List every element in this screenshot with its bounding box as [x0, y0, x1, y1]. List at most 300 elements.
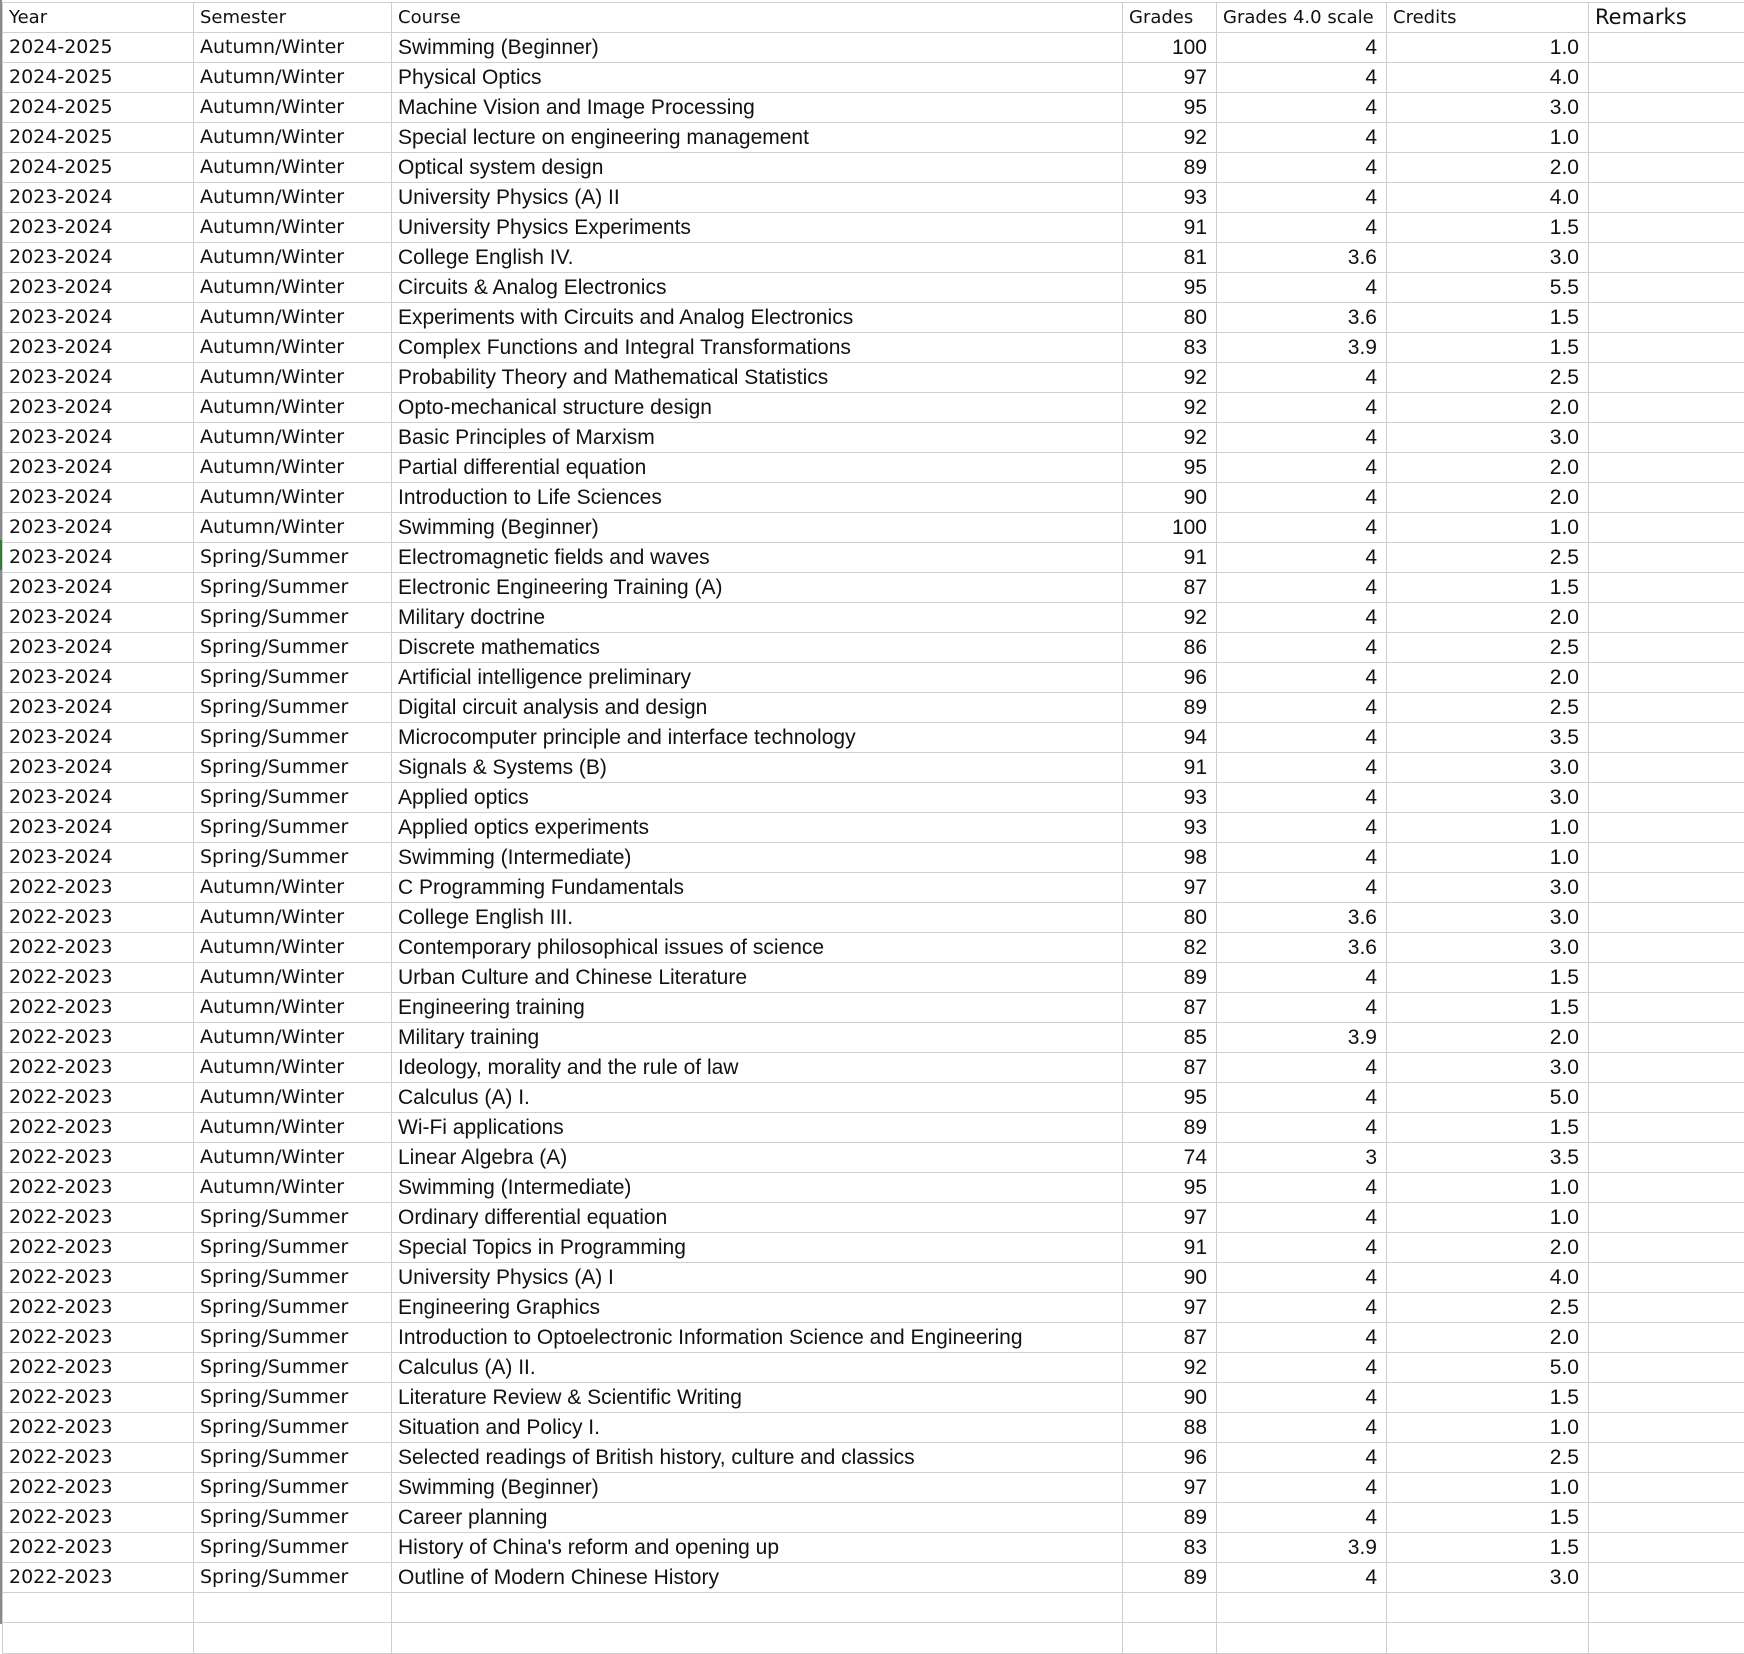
- cell-semester[interactable]: Spring/Summer: [194, 1533, 392, 1563]
- cell-credits[interactable]: 2.0: [1387, 453, 1589, 483]
- cell-year[interactable]: 2023-2024: [3, 183, 194, 213]
- cell-remarks[interactable]: [1589, 993, 1744, 1023]
- cell-course[interactable]: Signals & Systems (B): [392, 753, 1123, 783]
- cell-semester[interactable]: Autumn/Winter: [194, 243, 392, 273]
- cell-year[interactable]: 2023-2024: [3, 753, 194, 783]
- cell-grade-4-scale[interactable]: 3: [1217, 1143, 1387, 1173]
- cell-semester[interactable]: Autumn/Winter: [194, 273, 392, 303]
- cell-semester[interactable]: Spring/Summer: [194, 813, 392, 843]
- cell-course[interactable]: Experiments with Circuits and Analog Electronics: [392, 303, 1123, 333]
- cell-semester[interactable]: Autumn/Winter: [194, 153, 392, 183]
- cell-semester[interactable]: Spring/Summer: [194, 1473, 392, 1503]
- cell-semester[interactable]: Spring/Summer: [194, 1323, 392, 1353]
- empty-cell[interactable]: [3, 1593, 194, 1623]
- cell-year[interactable]: 2022-2023: [3, 1293, 194, 1323]
- cell-semester[interactable]: Autumn/Winter: [194, 363, 392, 393]
- cell-remarks[interactable]: [1589, 1503, 1744, 1533]
- cell-grade[interactable]: 95: [1123, 453, 1217, 483]
- cell-remarks[interactable]: [1589, 363, 1744, 393]
- cell-grade-4-scale[interactable]: 4: [1217, 213, 1387, 243]
- cell-semester[interactable]: Autumn/Winter: [194, 33, 392, 63]
- empty-cell[interactable]: [194, 1593, 392, 1623]
- cell-remarks[interactable]: [1589, 903, 1744, 933]
- cell-year[interactable]: 2024-2025: [3, 153, 194, 183]
- cell-grade[interactable]: 100: [1123, 33, 1217, 63]
- cell-credits[interactable]: 3.0: [1387, 423, 1589, 453]
- cell-credits[interactable]: 2.0: [1387, 483, 1589, 513]
- cell-year[interactable]: 2024-2025: [3, 93, 194, 123]
- cell-grade-4-scale[interactable]: 4: [1217, 93, 1387, 123]
- cell-year[interactable]: 2022-2023: [3, 1233, 194, 1263]
- cell-grade[interactable]: 87: [1123, 573, 1217, 603]
- cell-grade[interactable]: 96: [1123, 1443, 1217, 1473]
- cell-grade-4-scale[interactable]: 4: [1217, 1413, 1387, 1443]
- cell-grade[interactable]: 88: [1123, 1413, 1217, 1443]
- cell-remarks[interactable]: [1589, 513, 1744, 543]
- cell-semester[interactable]: Spring/Summer: [194, 843, 392, 873]
- cell-grade[interactable]: 89: [1123, 153, 1217, 183]
- cell-grade[interactable]: 92: [1123, 123, 1217, 153]
- header-credits[interactable]: Credits: [1387, 3, 1589, 33]
- cell-grade[interactable]: 91: [1123, 213, 1217, 243]
- cell-grade-4-scale[interactable]: 4: [1217, 483, 1387, 513]
- cell-course[interactable]: Probability Theory and Mathematical Statistics: [392, 363, 1123, 393]
- cell-course[interactable]: Electronic Engineering Training (A): [392, 573, 1123, 603]
- cell-grade-4-scale[interactable]: 4: [1217, 693, 1387, 723]
- cell-year[interactable]: 2022-2023: [3, 1383, 194, 1413]
- cell-grade-4-scale[interactable]: 4: [1217, 1383, 1387, 1413]
- cell-remarks[interactable]: [1589, 393, 1744, 423]
- cell-grade-4-scale[interactable]: 4: [1217, 1263, 1387, 1293]
- cell-credits[interactable]: 5.0: [1387, 1083, 1589, 1113]
- cell-grade-4-scale[interactable]: 3.9: [1217, 1023, 1387, 1053]
- cell-remarks[interactable]: [1589, 1083, 1744, 1113]
- cell-year[interactable]: 2024-2025: [3, 33, 194, 63]
- cell-course[interactable]: Engineering training: [392, 993, 1123, 1023]
- cell-remarks[interactable]: [1589, 63, 1744, 93]
- cell-year[interactable]: 2022-2023: [3, 1533, 194, 1563]
- cell-year[interactable]: 2022-2023: [3, 1143, 194, 1173]
- cell-credits[interactable]: 3.0: [1387, 753, 1589, 783]
- cell-year[interactable]: 2024-2025: [3, 123, 194, 153]
- cell-remarks[interactable]: [1589, 123, 1744, 153]
- cell-grade-4-scale[interactable]: 4: [1217, 723, 1387, 753]
- cell-semester[interactable]: Autumn/Winter: [194, 1143, 392, 1173]
- cell-grade[interactable]: 87: [1123, 1053, 1217, 1083]
- cell-grade[interactable]: 100: [1123, 513, 1217, 543]
- cell-remarks[interactable]: [1589, 483, 1744, 513]
- cell-credits[interactable]: 2.5: [1387, 1443, 1589, 1473]
- cell-grade-4-scale[interactable]: 3.6: [1217, 933, 1387, 963]
- cell-semester[interactable]: Spring/Summer: [194, 573, 392, 603]
- cell-semester[interactable]: Autumn/Winter: [194, 1113, 392, 1143]
- cell-remarks[interactable]: [1589, 1383, 1744, 1413]
- cell-grade-4-scale[interactable]: 4: [1217, 963, 1387, 993]
- cell-grade-4-scale[interactable]: 4: [1217, 153, 1387, 183]
- cell-credits[interactable]: 3.0: [1387, 1563, 1589, 1593]
- cell-remarks[interactable]: [1589, 603, 1744, 633]
- cell-credits[interactable]: 1.5: [1387, 963, 1589, 993]
- cell-year[interactable]: 2022-2023: [3, 1113, 194, 1143]
- header-remarks[interactable]: Remarks: [1589, 3, 1744, 33]
- cell-remarks[interactable]: [1589, 1233, 1744, 1263]
- cell-grade-4-scale[interactable]: 4: [1217, 1503, 1387, 1533]
- cell-course[interactable]: Electromagnetic fields and waves: [392, 543, 1123, 573]
- cell-remarks[interactable]: [1589, 303, 1744, 333]
- cell-year[interactable]: 2023-2024: [3, 813, 194, 843]
- cell-course[interactable]: History of China's reform and opening up: [392, 1533, 1123, 1563]
- cell-year[interactable]: 2022-2023: [3, 1023, 194, 1053]
- cell-grade[interactable]: 97: [1123, 63, 1217, 93]
- cell-grade[interactable]: 92: [1123, 603, 1217, 633]
- cell-grade[interactable]: 89: [1123, 1563, 1217, 1593]
- cell-remarks[interactable]: [1589, 453, 1744, 483]
- cell-credits[interactable]: 2.0: [1387, 1233, 1589, 1263]
- cell-credits[interactable]: 1.0: [1387, 1203, 1589, 1233]
- cell-credits[interactable]: 1.0: [1387, 513, 1589, 543]
- cell-year[interactable]: 2023-2024: [3, 243, 194, 273]
- cell-remarks[interactable]: [1589, 1533, 1744, 1563]
- cell-credits[interactable]: 2.5: [1387, 363, 1589, 393]
- cell-grade[interactable]: 80: [1123, 303, 1217, 333]
- empty-cell[interactable]: [194, 1623, 392, 1654]
- cell-year[interactable]: 2022-2023: [3, 1173, 194, 1203]
- cell-grade[interactable]: 87: [1123, 993, 1217, 1023]
- cell-year[interactable]: 2022-2023: [3, 873, 194, 903]
- cell-semester[interactable]: Spring/Summer: [194, 1203, 392, 1233]
- cell-grade-4-scale[interactable]: 4: [1217, 1443, 1387, 1473]
- cell-grade-4-scale[interactable]: 4: [1217, 183, 1387, 213]
- cell-year[interactable]: 2023-2024: [3, 783, 194, 813]
- cell-remarks[interactable]: [1589, 633, 1744, 663]
- cell-grade[interactable]: 82: [1123, 933, 1217, 963]
- cell-semester[interactable]: Spring/Summer: [194, 633, 392, 663]
- cell-semester[interactable]: Autumn/Winter: [194, 213, 392, 243]
- cell-semester[interactable]: Spring/Summer: [194, 723, 392, 753]
- cell-semester[interactable]: Spring/Summer: [194, 753, 392, 783]
- cell-credits[interactable]: 3.5: [1387, 1143, 1589, 1173]
- cell-credits[interactable]: 1.0: [1387, 813, 1589, 843]
- cell-grade[interactable]: 92: [1123, 363, 1217, 393]
- cell-year[interactable]: 2022-2023: [3, 1053, 194, 1083]
- cell-credits[interactable]: 2.5: [1387, 543, 1589, 573]
- empty-cell[interactable]: [1589, 1593, 1744, 1623]
- cell-credits[interactable]: 1.0: [1387, 123, 1589, 153]
- cell-course[interactable]: Optical system design: [392, 153, 1123, 183]
- cell-grade[interactable]: 81: [1123, 243, 1217, 273]
- cell-grade-4-scale[interactable]: 4: [1217, 1173, 1387, 1203]
- cell-credits[interactable]: 3.0: [1387, 933, 1589, 963]
- cell-semester[interactable]: Spring/Summer: [194, 1503, 392, 1533]
- cell-year[interactable]: 2022-2023: [3, 963, 194, 993]
- cell-course[interactable]: Swimming (Intermediate): [392, 843, 1123, 873]
- cell-remarks[interactable]: [1589, 723, 1744, 753]
- cell-grade-4-scale[interactable]: 4: [1217, 573, 1387, 603]
- cell-remarks[interactable]: [1589, 573, 1744, 603]
- cell-year[interactable]: 2023-2024: [3, 273, 194, 303]
- cell-course[interactable]: Contemporary philosophical issues of science: [392, 933, 1123, 963]
- cell-remarks[interactable]: [1589, 33, 1744, 63]
- cell-grade-4-scale[interactable]: 3.9: [1217, 333, 1387, 363]
- cell-course[interactable]: Introduction to Life Sciences: [392, 483, 1123, 513]
- cell-remarks[interactable]: [1589, 1323, 1744, 1353]
- cell-semester[interactable]: Spring/Summer: [194, 1293, 392, 1323]
- cell-semester[interactable]: Autumn/Winter: [194, 423, 392, 453]
- cell-credits[interactable]: 1.0: [1387, 1473, 1589, 1503]
- cell-grade-4-scale[interactable]: 4: [1217, 1233, 1387, 1263]
- cell-year[interactable]: 2022-2023: [3, 1323, 194, 1353]
- cell-remarks[interactable]: [1589, 1413, 1744, 1443]
- cell-year[interactable]: 2022-2023: [3, 1263, 194, 1293]
- cell-course[interactable]: Ideology, morality and the rule of law: [392, 1053, 1123, 1083]
- cell-grade[interactable]: 92: [1123, 1353, 1217, 1383]
- cell-grade[interactable]: 93: [1123, 813, 1217, 843]
- cell-grade[interactable]: 90: [1123, 483, 1217, 513]
- cell-semester[interactable]: Autumn/Winter: [194, 903, 392, 933]
- cell-remarks[interactable]: [1589, 813, 1744, 843]
- cell-grade[interactable]: 83: [1123, 333, 1217, 363]
- cell-grade-4-scale[interactable]: 3.6: [1217, 243, 1387, 273]
- cell-remarks[interactable]: [1589, 1443, 1744, 1473]
- cell-grade-4-scale[interactable]: 3.6: [1217, 903, 1387, 933]
- cell-course[interactable]: Swimming (Beginner): [392, 33, 1123, 63]
- empty-cell[interactable]: [1217, 1593, 1387, 1623]
- cell-course[interactable]: Machine Vision and Image Processing: [392, 93, 1123, 123]
- cell-grade[interactable]: 96: [1123, 663, 1217, 693]
- cell-remarks[interactable]: [1589, 1023, 1744, 1053]
- cell-grade[interactable]: 93: [1123, 783, 1217, 813]
- cell-credits[interactable]: 2.5: [1387, 1293, 1589, 1323]
- cell-course[interactable]: Selected readings of British history, culture and classics: [392, 1443, 1123, 1473]
- cell-year[interactable]: 2023-2024: [3, 663, 194, 693]
- cell-semester[interactable]: Spring/Summer: [194, 1263, 392, 1293]
- cell-grade-4-scale[interactable]: 4: [1217, 1113, 1387, 1143]
- cell-credits[interactable]: 2.0: [1387, 663, 1589, 693]
- cell-semester[interactable]: Autumn/Winter: [194, 63, 392, 93]
- cell-course[interactable]: College English IV.: [392, 243, 1123, 273]
- cell-course[interactable]: Special Topics in Programming: [392, 1233, 1123, 1263]
- cell-year[interactable]: 2023-2024: [3, 573, 194, 603]
- empty-cell[interactable]: [1123, 1623, 1217, 1654]
- cell-grade-4-scale[interactable]: 4: [1217, 993, 1387, 1023]
- cell-course[interactable]: Linear Algebra (A): [392, 1143, 1123, 1173]
- cell-semester[interactable]: Spring/Summer: [194, 1353, 392, 1383]
- cell-remarks[interactable]: [1589, 693, 1744, 723]
- cell-credits[interactable]: 3.0: [1387, 903, 1589, 933]
- cell-semester[interactable]: Spring/Summer: [194, 1413, 392, 1443]
- cell-course[interactable]: Swimming (Beginner): [392, 513, 1123, 543]
- cell-grade-4-scale[interactable]: 4: [1217, 813, 1387, 843]
- cell-grade[interactable]: 94: [1123, 723, 1217, 753]
- cell-semester[interactable]: Spring/Summer: [194, 783, 392, 813]
- cell-semester[interactable]: Autumn/Winter: [194, 1023, 392, 1053]
- cell-year[interactable]: 2022-2023: [3, 903, 194, 933]
- cell-credits[interactable]: 3.0: [1387, 243, 1589, 273]
- cell-year[interactable]: 2023-2024: [3, 513, 194, 543]
- cell-grade[interactable]: 95: [1123, 273, 1217, 303]
- cell-grade[interactable]: 83: [1123, 1533, 1217, 1563]
- cell-year[interactable]: 2022-2023: [3, 1083, 194, 1113]
- cell-credits[interactable]: 1.5: [1387, 573, 1589, 603]
- cell-semester[interactable]: Autumn/Winter: [194, 453, 392, 483]
- cell-year[interactable]: 2022-2023: [3, 1413, 194, 1443]
- cell-semester[interactable]: Spring/Summer: [194, 1443, 392, 1473]
- cell-course[interactable]: Engineering Graphics: [392, 1293, 1123, 1323]
- cell-semester[interactable]: Autumn/Winter: [194, 1173, 392, 1203]
- cell-year[interactable]: 2022-2023: [3, 1503, 194, 1533]
- cell-course[interactable]: C Programming Fundamentals: [392, 873, 1123, 903]
- cell-grade[interactable]: 95: [1123, 93, 1217, 123]
- cell-remarks[interactable]: [1589, 873, 1744, 903]
- cell-grade[interactable]: 90: [1123, 1263, 1217, 1293]
- cell-grade-4-scale[interactable]: 4: [1217, 63, 1387, 93]
- cell-credits[interactable]: 2.0: [1387, 393, 1589, 423]
- empty-cell[interactable]: [1589, 1623, 1744, 1654]
- header-grades[interactable]: Grades: [1123, 3, 1217, 33]
- cell-semester[interactable]: Autumn/Winter: [194, 513, 392, 543]
- cell-year[interactable]: 2022-2023: [3, 1563, 194, 1593]
- cell-course[interactable]: Literature Review & Scientific Writing: [392, 1383, 1123, 1413]
- cell-course[interactable]: Swimming (Intermediate): [392, 1173, 1123, 1203]
- cell-semester[interactable]: Spring/Summer: [194, 663, 392, 693]
- cell-course[interactable]: Ordinary differential equation: [392, 1203, 1123, 1233]
- empty-cell[interactable]: [392, 1623, 1123, 1654]
- cell-credits[interactable]: 1.5: [1387, 213, 1589, 243]
- cell-year[interactable]: 2023-2024: [3, 423, 194, 453]
- cell-remarks[interactable]: [1589, 1173, 1744, 1203]
- cell-grade[interactable]: 74: [1123, 1143, 1217, 1173]
- cell-grade-4-scale[interactable]: 4: [1217, 1083, 1387, 1113]
- cell-grade[interactable]: 91: [1123, 753, 1217, 783]
- cell-credits[interactable]: 1.5: [1387, 993, 1589, 1023]
- cell-grade[interactable]: 92: [1123, 423, 1217, 453]
- cell-credits[interactable]: 4.0: [1387, 183, 1589, 213]
- cell-grade[interactable]: 97: [1123, 1203, 1217, 1233]
- cell-remarks[interactable]: [1589, 543, 1744, 573]
- cell-credits[interactable]: 1.5: [1387, 1503, 1589, 1533]
- cell-year[interactable]: 2023-2024: [3, 213, 194, 243]
- cell-grade-4-scale[interactable]: 4: [1217, 1563, 1387, 1593]
- empty-cell[interactable]: [1387, 1623, 1589, 1654]
- cell-credits[interactable]: 1.0: [1387, 33, 1589, 63]
- cell-course[interactable]: Military training: [392, 1023, 1123, 1053]
- cell-year[interactable]: 2022-2023: [3, 1443, 194, 1473]
- cell-year[interactable]: 2023-2024: [3, 303, 194, 333]
- header-year[interactable]: Year: [3, 3, 194, 33]
- cell-remarks[interactable]: [1589, 1113, 1744, 1143]
- cell-course[interactable]: Calculus (A) I.: [392, 1083, 1123, 1113]
- cell-course[interactable]: Partial differential equation: [392, 453, 1123, 483]
- cell-course[interactable]: Applied optics: [392, 783, 1123, 813]
- empty-cell[interactable]: [1217, 1623, 1387, 1654]
- cell-grade-4-scale[interactable]: 4: [1217, 1203, 1387, 1233]
- cell-credits[interactable]: 4.0: [1387, 63, 1589, 93]
- cell-credits[interactable]: 1.0: [1387, 843, 1589, 873]
- cell-grade[interactable]: 85: [1123, 1023, 1217, 1053]
- cell-course[interactable]: Calculus (A) II.: [392, 1353, 1123, 1383]
- cell-remarks[interactable]: [1589, 663, 1744, 693]
- cell-year[interactable]: 2022-2023: [3, 1473, 194, 1503]
- cell-credits[interactable]: 3.0: [1387, 93, 1589, 123]
- cell-remarks[interactable]: [1589, 243, 1744, 273]
- cell-course[interactable]: Career planning: [392, 1503, 1123, 1533]
- cell-credits[interactable]: 4.0: [1387, 1263, 1589, 1293]
- header-course[interactable]: Course: [392, 3, 1123, 33]
- cell-course[interactable]: University Physics Experiments: [392, 213, 1123, 243]
- cell-course[interactable]: Introduction to Optoelectronic Information Science and Engineering: [392, 1323, 1123, 1353]
- cell-semester[interactable]: Autumn/Winter: [194, 333, 392, 363]
- cell-credits[interactable]: 2.5: [1387, 633, 1589, 663]
- cell-year[interactable]: 2022-2023: [3, 1203, 194, 1233]
- cell-course[interactable]: Microcomputer principle and interface technology: [392, 723, 1123, 753]
- header-semester[interactable]: Semester: [194, 3, 392, 33]
- cell-remarks[interactable]: [1589, 213, 1744, 243]
- cell-course[interactable]: Urban Culture and Chinese Literature: [392, 963, 1123, 993]
- cell-course[interactable]: Swimming (Beginner): [392, 1473, 1123, 1503]
- cell-remarks[interactable]: [1589, 333, 1744, 363]
- cell-year[interactable]: 2022-2023: [3, 993, 194, 1023]
- cell-grade-4-scale[interactable]: 4: [1217, 273, 1387, 303]
- cell-semester[interactable]: Autumn/Winter: [194, 1053, 392, 1083]
- cell-credits[interactable]: 2.5: [1387, 693, 1589, 723]
- cell-remarks[interactable]: [1589, 783, 1744, 813]
- cell-remarks[interactable]: [1589, 1203, 1744, 1233]
- cell-semester[interactable]: Autumn/Winter: [194, 873, 392, 903]
- cell-grade[interactable]: 93: [1123, 183, 1217, 213]
- cell-semester[interactable]: Autumn/Winter: [194, 183, 392, 213]
- cell-grade[interactable]: 95: [1123, 1083, 1217, 1113]
- cell-grade-4-scale[interactable]: 4: [1217, 363, 1387, 393]
- cell-grade-4-scale[interactable]: 4: [1217, 753, 1387, 783]
- cell-year[interactable]: 2023-2024: [3, 693, 194, 723]
- cell-semester[interactable]: Autumn/Winter: [194, 483, 392, 513]
- cell-remarks[interactable]: [1589, 1053, 1744, 1083]
- cell-semester[interactable]: Spring/Summer: [194, 543, 392, 573]
- cell-grade[interactable]: 97: [1123, 1293, 1217, 1323]
- cell-course[interactable]: Military doctrine: [392, 603, 1123, 633]
- cell-remarks[interactable]: [1589, 1293, 1744, 1323]
- cell-credits[interactable]: 2.0: [1387, 603, 1589, 633]
- cell-semester[interactable]: Spring/Summer: [194, 603, 392, 633]
- cell-remarks[interactable]: [1589, 1143, 1744, 1173]
- cell-course[interactable]: University Physics (A) I: [392, 1263, 1123, 1293]
- cell-semester[interactable]: Autumn/Winter: [194, 123, 392, 153]
- cell-grade[interactable]: 91: [1123, 543, 1217, 573]
- cell-remarks[interactable]: [1589, 1473, 1744, 1503]
- cell-credits[interactable]: 5.5: [1387, 273, 1589, 303]
- cell-grade[interactable]: 87: [1123, 1323, 1217, 1353]
- cell-grade-4-scale[interactable]: 4: [1217, 1293, 1387, 1323]
- cell-grade-4-scale[interactable]: 3.6: [1217, 303, 1387, 333]
- cell-year[interactable]: 2024-2025: [3, 63, 194, 93]
- cell-credits[interactable]: 3.5: [1387, 723, 1589, 753]
- cell-grade-4-scale[interactable]: 3.9: [1217, 1533, 1387, 1563]
- cell-remarks[interactable]: [1589, 933, 1744, 963]
- cell-course[interactable]: College English III.: [392, 903, 1123, 933]
- cell-grade-4-scale[interactable]: 4: [1217, 1353, 1387, 1383]
- cell-grade-4-scale[interactable]: 4: [1217, 843, 1387, 873]
- cell-grade[interactable]: 92: [1123, 393, 1217, 423]
- cell-grade-4-scale[interactable]: 4: [1217, 663, 1387, 693]
- cell-grade[interactable]: 89: [1123, 1503, 1217, 1533]
- cell-course[interactable]: Circuits & Analog Electronics: [392, 273, 1123, 303]
- cell-grade-4-scale[interactable]: 4: [1217, 1473, 1387, 1503]
- cell-grade-4-scale[interactable]: 4: [1217, 513, 1387, 543]
- cell-credits[interactable]: 1.0: [1387, 1413, 1589, 1443]
- cell-course[interactable]: Opto-mechanical structure design: [392, 393, 1123, 423]
- cell-grade[interactable]: 89: [1123, 1113, 1217, 1143]
- cell-grade-4-scale[interactable]: 4: [1217, 123, 1387, 153]
